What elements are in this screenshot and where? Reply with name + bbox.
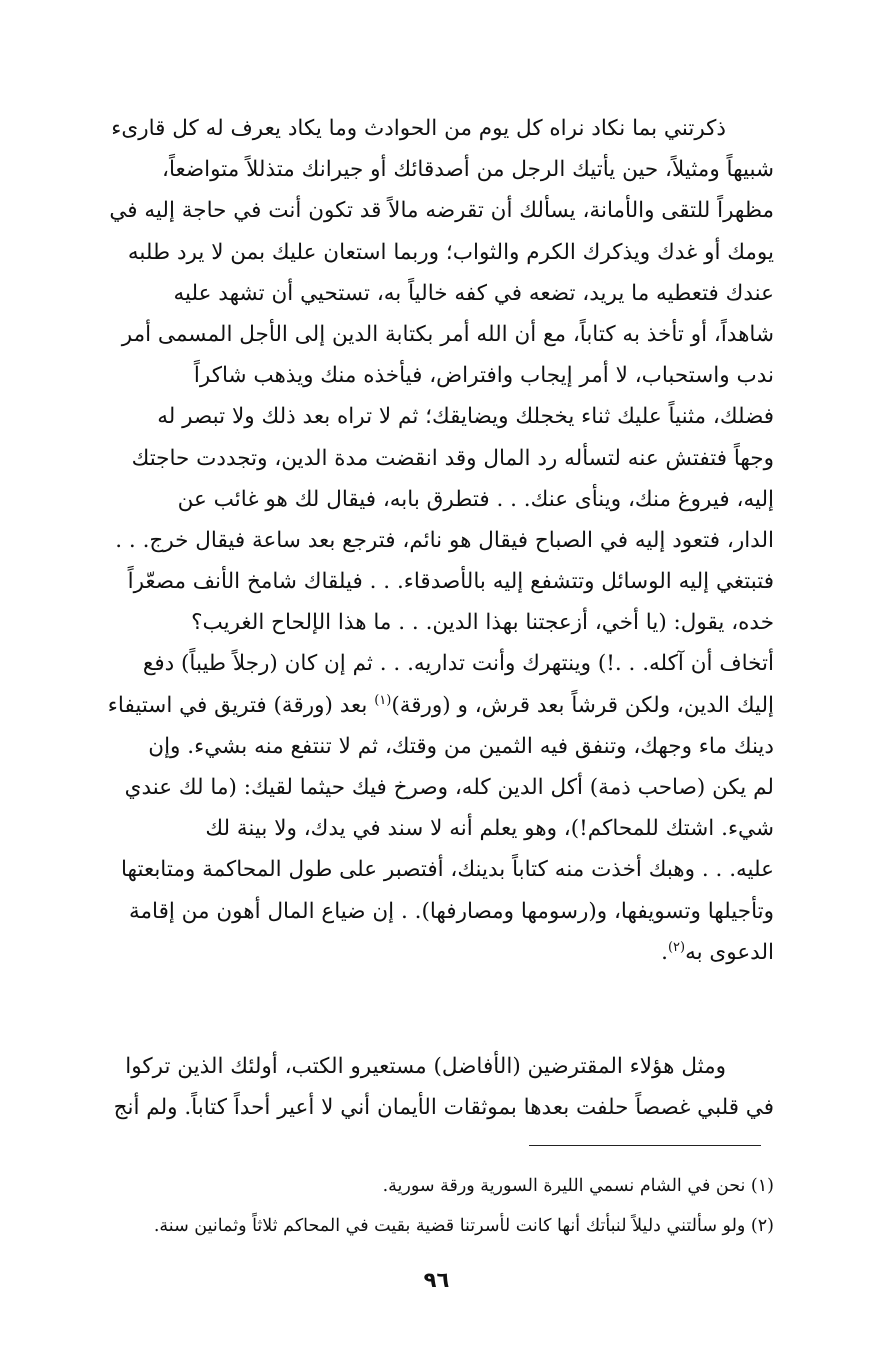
text-segment: الدعوى به <box>685 939 774 965</box>
text-segment: بعد (ورقة) فتريق في استيفاء <box>107 692 375 718</box>
text-line: لم يكن (صاحب ذمة) أكل الدين كله، وصرخ فيك حيثما لقيك: (ما لك عندي <box>124 775 774 800</box>
text-line: فتبتغي إليه الوسائل وتتشفع إليه بالأصدقاء. . . فيلقاك شامخ الأنف مصعّراً <box>127 569 774 595</box>
main-paragraph <box>62 108 774 973</box>
footnote-ref-2: (٢) <box>667 939 686 955</box>
text-line: وتأجيلها وتسويفها، و(رسومها ومصارفها). . إن ضياع المال أهون من إقامة <box>129 898 774 924</box>
text-line: خده، يقول: (يا أخي، أزعجتنا بهذا الدين. . . ما هذا الإلحاح الغريب؟ <box>191 610 774 636</box>
text-line: يومك أو غدك ويذكرك الكرم والثواب؛ وربما استعان عليك بمن لا يرد طلبه <box>127 239 774 265</box>
footnote-divider <box>529 1145 761 1146</box>
text-line: شبيهاً ومثيلاً، حين يأتيك الرجل من أصدقائك أو جيرانك متذللاً متواضعاً، <box>162 157 774 183</box>
text-line <box>62 932 774 973</box>
text-segment: إليك الدين، ولكن قرشاً بعد قرش، و (ورقة) <box>391 692 774 718</box>
page-number: ٩٦ <box>423 1268 450 1292</box>
text-line: وجهاً فتفتش عنه لتسأله رد المال وقد انقضت مدة الدين، وتجددت حاجتك <box>131 445 774 471</box>
text-segment: . <box>661 939 668 965</box>
footnote-2: (٢) ولو سألتني دليلاً لنبأتك أنها كانت لأسرتنا قضية بقيت في المحاكم ثلاثاً وثمانين سنة. <box>153 1216 774 1236</box>
text-line: ذكرتني بما نكاد نراه كل يوم من الحوادث وما يكاد يعرف له كل قارىء <box>111 116 726 141</box>
text-line: فضلك، مثنياً عليك ثناء يخجلك ويضايقك؛ ثم لا تراه بعد ذلك ولا تبصر له <box>157 404 774 430</box>
footnotes <box>62 1166 774 1246</box>
text-line: مظهراً للتقى والأمانة، يسألك أن تقرضه مالاً قد تكون أنت في حاجة إليه في <box>109 198 774 224</box>
text-line: الدار، فتعود إليه في الصباح فيقال هو نائم، فترجع بعد ساعة فيقال خرج. . . <box>115 527 774 553</box>
second-paragraph <box>62 1046 774 1128</box>
text-line <box>62 685 774 726</box>
text-line: ومثل هؤلاء المقترضين (الأفاضل) مستعيرو الكتب، أولئك الذين تركوا <box>125 1054 726 1079</box>
text-line: في قلبي غصصاً حلفت بعدها بموثقات الأيمان أني لا أعير أحداً كتاباً. ولم أنج <box>113 1095 774 1120</box>
text-line: أتخاف أن آكله. . .!) وينتهرك وأنت تداريه. . . ثم إن كان (رجلاً طيباً) دفع <box>142 651 774 677</box>
footnote-ref-1: (١) <box>374 692 392 708</box>
text-line: شاهداً، أو تأخذ به كتاباً، مع أن الله أمر بكتابة الدين إلى الأجل المسمى أمر <box>121 321 774 347</box>
text-line: إليه، فيروغ منك، وينأى عنك. . . فتطرق بابه، فيقال لك هو غائب عن <box>177 486 774 512</box>
text-line: عندك فتعطيه ما يريد، تضعه في كفه خالياً به، تستحيي أن تشهد عليه <box>173 280 774 306</box>
footnote-1: (١) نحن في الشام نسمي الليرة السورية ورقة سورية. <box>382 1176 774 1196</box>
text-line: دينك ماء وجهك، وتنفق فيه الثمين من وقتك، ثم لا تنتفع منه بشيء. وإن <box>148 733 774 759</box>
text-line: شيء. اشتك للمحاكم!)، وهو يعلم أنه لا سند في يدك، ولا بينة لك <box>205 816 774 842</box>
text-line: ندب واستحباب، لا أمر إيجاب وافتراض، فيأخذه منك ويذهب شاكراً <box>193 363 774 389</box>
text-line: عليه. . . وهبك أخذت منه كتاباً بدينك، أفتصبر على طول المحاكمة ومتابعتها <box>121 857 774 883</box>
